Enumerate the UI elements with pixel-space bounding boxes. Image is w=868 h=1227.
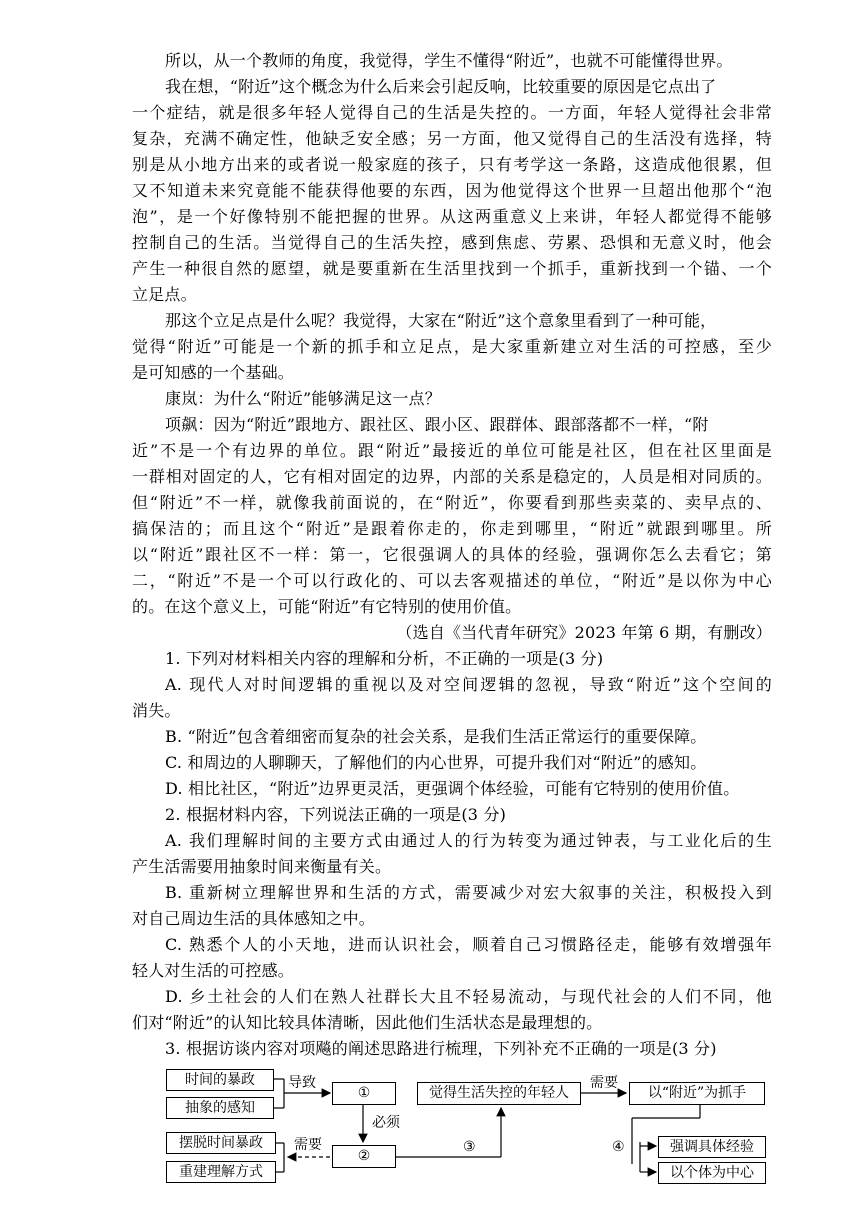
- question-1-option-a: A. 现代人对时间逻辑的重视以及对空间逻辑的忽视，导致“附近”这个空间的: [165, 675, 772, 694]
- box-youth-lost-control: 觉得生活失控的年轻人: [417, 1082, 581, 1105]
- question-1-option-c: C. 和周边的人聊聊天，了解他们的内心世界，可提升我们对“附近”的感知。: [165, 753, 707, 772]
- box-nearby-as-handle: 以“附近”为抓手: [629, 1082, 765, 1105]
- box-blank-2: ②: [332, 1145, 396, 1168]
- text-line: 别是从小地方出来的或者说一般家庭的孩子，只有考学这一条路，这造成他很累，但: [132, 155, 772, 174]
- label-blank-3: ③: [463, 1139, 476, 1155]
- label-need-right: 需要: [590, 1075, 618, 1091]
- text-line: 立足点。: [132, 285, 197, 304]
- box-rebuild-understanding: 重建理解方式: [166, 1161, 276, 1183]
- box-abstract-feeling: 抽象的感知: [166, 1097, 274, 1119]
- question-2-option-a-cont: 产生活需要用抽象时间来衡量有关。: [132, 857, 392, 876]
- box-escape-time-tyranny: 摆脱时间暴政: [166, 1132, 276, 1154]
- text-line: 一群相对固定的人，它有相对固定的边界，内部的关系是稳定的，人员是相对同质的。: [132, 467, 772, 486]
- text-line: 康岚：为什么“附近”能够满足这一点？: [165, 389, 441, 408]
- question-2-option-b: B. 重新树立理解世界和生活的方式，需要减少对宏大叙事的关注，积极投入到: [165, 883, 772, 902]
- label-must: 必须: [372, 1115, 400, 1131]
- question-2-stem: 2. 根据材料内容，下列说法正确的一项是(3 分): [165, 805, 507, 824]
- label-lead-to: 导致: [288, 1075, 316, 1091]
- question-2-option-c: C. 熟悉个人的小天地，进而认识社会，顺着自己习惯路径走，能够有效增强年: [165, 935, 772, 954]
- text-line: 一个症结，就是很多年轻人觉得自己的生活是失控的。一方面，年轻人觉得社会非常: [132, 103, 772, 122]
- label-blank-4: ④: [612, 1139, 625, 1155]
- text-line: 泡”，是一个好像特别不能把握的世界。从这两重意义上来讲，年轻人都觉得不能够: [132, 207, 772, 226]
- question-1-option-d: D. 相比社区，“附近”边界更灵活，更强调个体经验，可能有它特别的使用价值。: [165, 779, 740, 798]
- question-2-option-d: D. 乡土社会的人们在熟人社群长大且不轻易流动，与现代社会的人们不同，他: [165, 987, 772, 1006]
- box-concrete-experience: 强调具体经验: [658, 1136, 766, 1158]
- text-line: 但“附近”不一样，就像我前面说的，在“附近”，你要看到那些卖菜的、卖早点的、: [132, 493, 772, 512]
- text-line: 那这个立足点是什么呢？我觉得，大家在“附近”这个意象里看到了一种可能，: [165, 311, 717, 330]
- box-blank-1: ①: [332, 1082, 396, 1105]
- question-3-stem: 3. 根据访谈内容对项飚的阐述思路进行梳理，下列补充不正确的一项是(3 分): [165, 1039, 717, 1058]
- text-line: 项飙：因为“附近”跟地方、跟社区、跟小区、跟群体、跟部落都不一样，“附: [165, 415, 709, 434]
- source-citation: （选自《当代青年研究》2023 年第 6 期，有删改）: [396, 623, 772, 642]
- question-2-option-a: A. 我们理解时间的主要方式由通过人的行为转变为通过钟表，与工业化后的生: [165, 831, 772, 850]
- question-2-option-c-cont: 轻人对生活的可控感。: [132, 961, 295, 980]
- question-1-option-b: B. “附近”包含着细密而复杂的社会关系，是我们生活正常运行的重要保障。: [165, 727, 707, 746]
- question-2-option-b-cont: 对自己周边生活的具体感知之中。: [132, 909, 376, 928]
- text-line: 搞保洁的；而且这个“附近”是跟着你走的，你走到哪里，“附近”就跟到哪里。所: [132, 519, 772, 538]
- text-line: 控制自己的生活。当觉得自己的生活失控，感到焦虑、劳累、恐惧和无意义时，他会: [132, 233, 772, 252]
- text-line: 又不知道未来究竟能不能获得他要的东西，因为他觉得这个世界一旦超出他那个“泡: [132, 181, 772, 200]
- question-1-option-a-cont: 消失。: [132, 701, 181, 720]
- text-line: 以“附近”跟社区不一样：第一，它很强调人的具体的经验，强调你怎么去看它；第: [132, 545, 772, 564]
- text-line: 觉得“附近”可能是一个新的抓手和立足点，是大家重新建立对生活的可控感，至少: [132, 337, 772, 356]
- text-line: 产生一种很自然的愿望，就是要重新在生活里找到一个抓手，重新找到一个锚、一个: [132, 259, 772, 278]
- text-line: 二，“附近”不是一个可以行政化的、可以去客观描述的单位，“附近”是以你为中心: [132, 571, 772, 590]
- text-line: 所以，从一个教师的角度，我觉得，学生不懂得“附近”，也就不可能懂得世界。: [165, 51, 733, 70]
- text-line: 的。在这个意义上，可能“附近”有它特别的使用价值。: [132, 597, 522, 616]
- text-line: 是可知感的一个基础。: [132, 363, 295, 382]
- box-individual-center: 以个体为中心: [658, 1162, 766, 1184]
- text-line: 我在想，“附近”这个概念为什么后来会引起反响，比较重要的原因是它点出了: [165, 77, 717, 96]
- question-2-option-d-cont: 们对“附近”的认知比较具体清晰，因此他们生活状态是最理想的。: [132, 1013, 603, 1032]
- label-need-left: 需要: [294, 1137, 322, 1153]
- question-1-stem: 1. 下列对材料相关内容的理解和分析，不正确的一项是(3 分): [165, 649, 604, 668]
- flow-diagram: [160, 1066, 780, 1196]
- box-time-tyranny: 时间的暴政: [166, 1069, 274, 1091]
- text-line: 复杂，充满不确定性，他缺乏安全感；另一方面，他又觉得自己的生活没有选择，特: [132, 129, 772, 148]
- text-line: 近”不是一个有边界的单位。跟“附近”最接近的单位可能是社区，但在社区里面是: [132, 441, 772, 460]
